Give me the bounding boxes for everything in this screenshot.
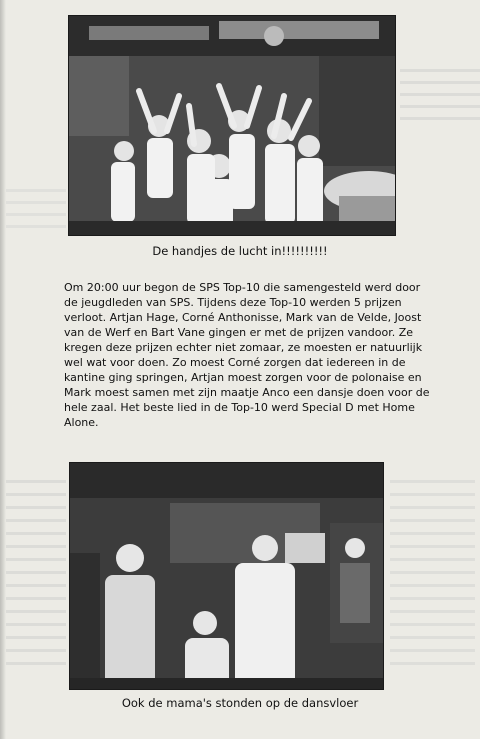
photo-top-caption: De handjes de lucht in!!!!!!!!!!: [152, 244, 328, 258]
show-through-block-4: [390, 470, 475, 670]
article-paragraph: Om 20:00 uur begon de SPS Top-10 die samengesteld werd door de jeugdleden van SPS. Tijdens deze Top-10 werden 5 prijzen verloot. Artjan Hage, Corné Anthonisse, Mark van de Velde, Joost van de Werf en Bart Vane gingen er met de prijzen vandoor. Ze kregen deze prijzen echter niet zomaar, ze moesten er natuurlijk wel wat voor doen. Zo moest Corné zorgen dat iedereen in de kantine ging springen, Artjan moest zorgen voor de polonaise en Mark moest samen met zijn maatje Anco een dansje doen voor de hele zaal. Het beste lied in de Top-10 werd Special D met Home Alone.: [64, 281, 430, 429]
photo-top: [68, 15, 396, 236]
show-through-block-3: [6, 470, 66, 670]
dancefloor-photo: [70, 463, 383, 689]
show-through-block-1: [400, 60, 480, 120]
photo-bottom: [69, 462, 384, 690]
show-through-block-2: [6, 180, 66, 230]
party-crowd-photo: [69, 16, 395, 235]
photo-bottom-caption: Ook de mama's stonden op de dansvloer: [121, 696, 359, 710]
